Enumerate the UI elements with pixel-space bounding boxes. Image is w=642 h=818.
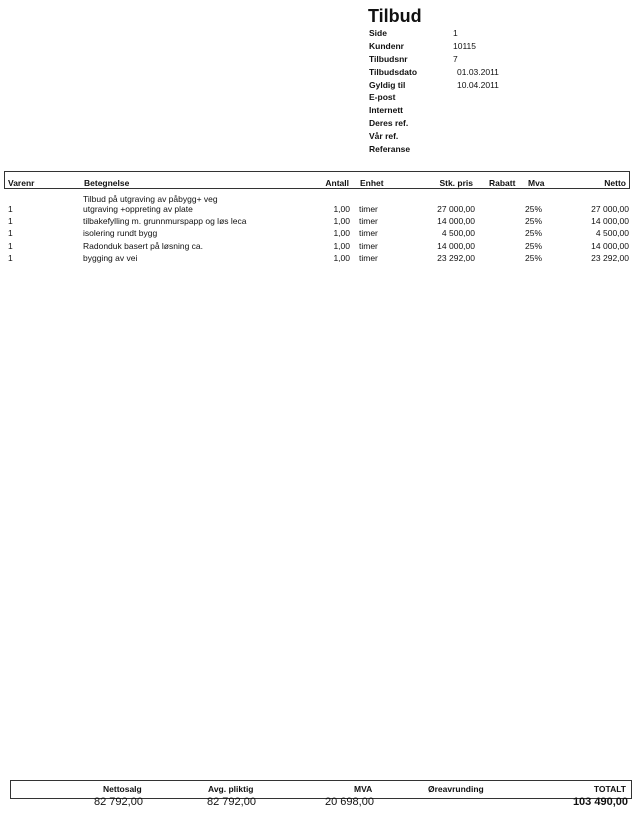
meta-value: 1 xyxy=(453,28,458,38)
table-body xyxy=(0,193,642,264)
meta-value: 7 xyxy=(453,53,458,64)
meta-value: 01.03.2011 xyxy=(457,66,499,77)
meta-row-gyldig-til xyxy=(369,79,499,92)
meta-label: Side xyxy=(369,28,387,38)
cell-betegnelse: tilbakefylling m. grunnmurspapp og løs leca xyxy=(83,216,247,227)
meta-label: Internett xyxy=(369,105,403,116)
table-row xyxy=(0,227,642,239)
cell-betegnelse: isolering rundt bygg xyxy=(83,228,158,239)
cell-betegnelse xyxy=(83,194,218,214)
meta-row-kundenr xyxy=(369,40,477,53)
meta-label: E-post xyxy=(369,92,396,103)
cell-enhet: timer xyxy=(359,228,378,239)
avgpliktig-label: Avg. pliktig xyxy=(208,784,254,794)
header-antall: Antall xyxy=(325,178,349,188)
cell-betegnelse: Radonduk basert på løsning ca. xyxy=(83,240,204,251)
cell-betegnelse: bygging av vei xyxy=(83,252,138,263)
table-row xyxy=(0,252,642,264)
meta-row-side xyxy=(369,27,458,40)
cell-mva: 25% xyxy=(525,216,543,227)
meta-row-tilbudsnr xyxy=(369,53,458,66)
cell-betegnelse-line2: utgraving +oppreting av plate xyxy=(83,204,193,214)
meta-label: Referanse xyxy=(369,144,411,155)
cell-stkpris: 23 292,00 xyxy=(437,252,475,263)
cell-antall: 1,00 xyxy=(333,204,350,214)
meta-label: Deres ref. xyxy=(369,118,409,129)
mva-value: 20 698,00 xyxy=(325,796,374,808)
meta-label: Tilbudsnr xyxy=(369,53,408,64)
cell-enhet: timer xyxy=(359,240,378,251)
cell-netto: 27 000,00 xyxy=(591,204,629,214)
table-row xyxy=(0,239,642,251)
cell-antall: 1,00 xyxy=(333,228,350,239)
cell-antall: 1,00 xyxy=(333,252,350,263)
mva-label: MVA xyxy=(354,784,373,794)
cell-enhet: timer xyxy=(359,216,378,227)
table-row xyxy=(0,193,642,215)
cell-mva: 25% xyxy=(525,228,543,239)
cell-antall: 1,00 xyxy=(333,216,350,227)
meta-row-deres-ref xyxy=(369,117,417,130)
cell-varenr: 1 xyxy=(8,228,13,239)
cell-varenr: 1 xyxy=(8,204,13,214)
cell-varenr: 1 xyxy=(8,252,13,263)
cell-mva: 25% xyxy=(525,240,543,251)
meta-value: 10.04.2011 xyxy=(457,79,499,90)
meta-value: 10115 xyxy=(453,40,477,51)
avgpliktig-value: 82 792,00 xyxy=(207,796,256,808)
cell-enhet: timer xyxy=(359,252,378,263)
oreavrunding-label: Øreavrunding xyxy=(428,784,484,794)
cell-netto: 14 000,00 xyxy=(591,216,629,227)
nettosalg-value: 82 792,00 xyxy=(94,796,143,808)
cell-antall: 1,00 xyxy=(333,240,350,251)
document-title: Tilbud xyxy=(368,6,422,26)
meta-row-referanse xyxy=(369,143,417,156)
cell-enhet: timer xyxy=(359,204,378,214)
header-rabatt: Rabatt xyxy=(489,178,516,188)
cell-betegnelse-line1: Tilbud på utgraving av påbygg+ veg xyxy=(83,194,218,204)
table-row xyxy=(0,215,642,227)
document-meta xyxy=(369,27,499,156)
nettosalg-label: Nettosalg xyxy=(103,784,142,794)
meta-label: Tilbudsdato xyxy=(369,66,418,77)
cell-stkpris: 14 000,00 xyxy=(437,216,475,227)
totalt-label: TOTALT xyxy=(593,784,626,794)
meta-row-internett xyxy=(369,104,417,117)
meta-label: Gyldig til xyxy=(369,79,406,90)
totalt-value: 103 490,00 xyxy=(572,796,628,808)
cell-stkpris: 4 500,00 xyxy=(441,228,475,239)
header-netto: Netto xyxy=(604,178,626,188)
header-varenr: Varenr xyxy=(8,178,35,188)
cell-netto: 23 292,00 xyxy=(591,252,629,263)
meta-row-epost xyxy=(369,91,417,104)
header-stkpris: Stk. pris xyxy=(439,178,473,188)
cell-varenr: 1 xyxy=(8,240,13,251)
meta-label: Kundenr xyxy=(369,40,404,51)
cell-netto: 4 500,00 xyxy=(595,228,629,239)
cell-stkpris: 14 000,00 xyxy=(437,240,475,251)
header-enhet: Enhet xyxy=(360,178,384,188)
header-mva: Mva xyxy=(528,178,545,188)
cell-stkpris: 27 000,00 xyxy=(437,204,475,214)
cell-netto: 14 000,00 xyxy=(591,240,629,251)
cell-mva: 25% xyxy=(525,204,543,214)
meta-row-tilbudsdato xyxy=(369,66,499,79)
table-header xyxy=(4,171,630,189)
cell-mva: 25% xyxy=(525,252,543,263)
meta-row-var-ref xyxy=(369,130,417,143)
cell-varenr: 1 xyxy=(8,216,13,227)
header-betegnelse: Betegnelse xyxy=(84,178,130,188)
meta-label: Vår ref. xyxy=(369,131,399,142)
